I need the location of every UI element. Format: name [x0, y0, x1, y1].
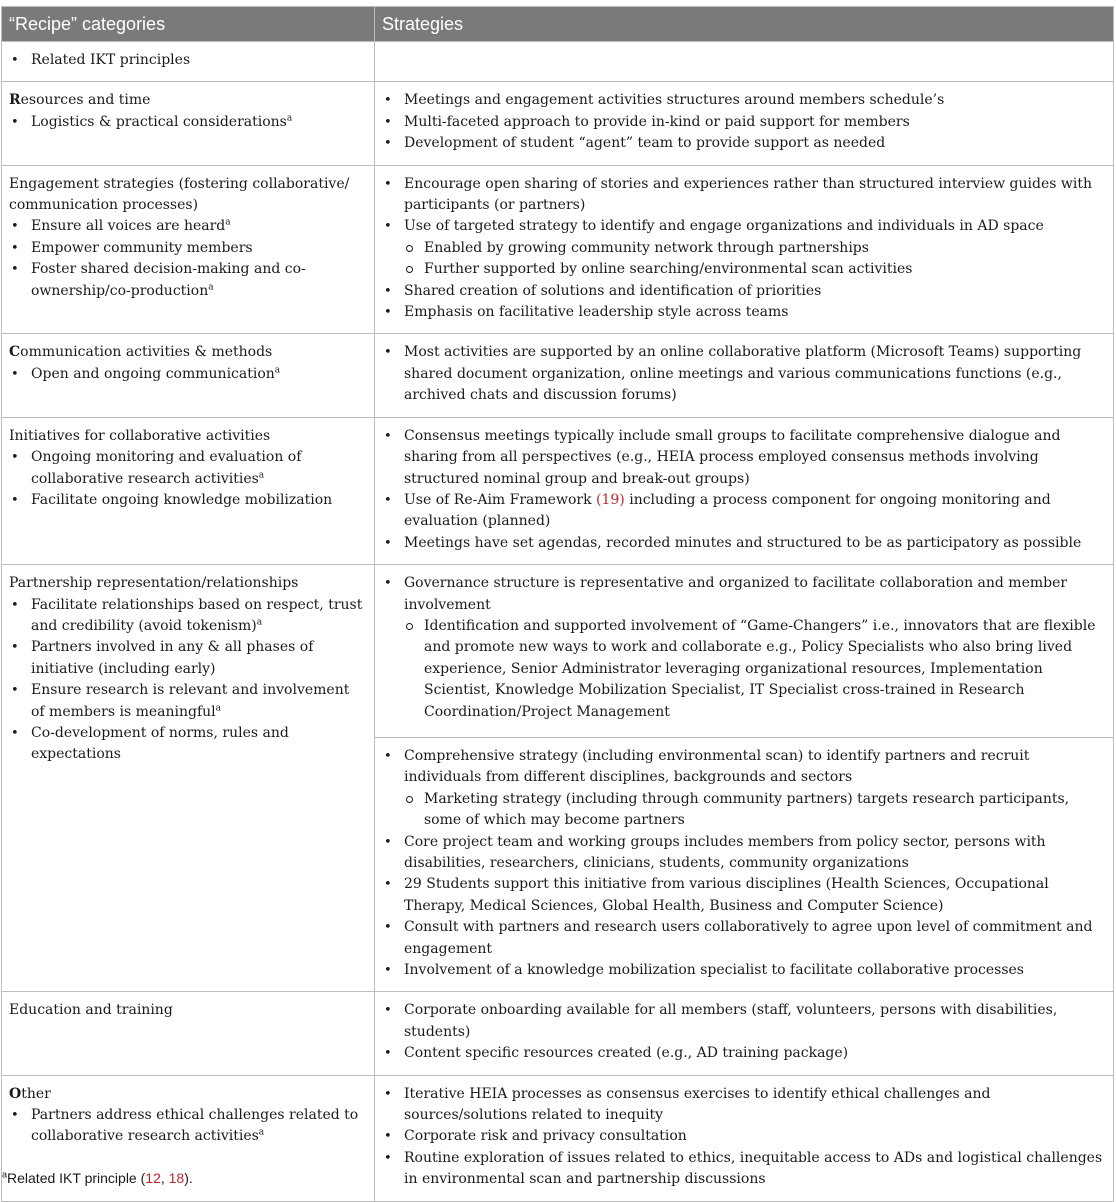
category-item: • Partners involved in any & all phases of initiative (including early)	[9, 637, 367, 680]
strategy-item: • Consensus meetings typically include small groups to facilitate comprehensive dialogue and sharing from all perspectives (e.g., HEIA process employed consensus methods involving structured nominal group and break-out groups)	[382, 426, 1106, 490]
strategies-cell	[375, 82, 1114, 165]
strategy-subitem: Further supported by online searching/environmental scan activities	[382, 259, 1106, 280]
category-title: Initiatives for collaborative activities	[9, 427, 271, 444]
strategy-item: • Core project team and working groups includes members from policy sector, persons with disabilities, researchers, clinicians, students, community organizations	[382, 832, 1106, 875]
table-row	[2, 165, 1114, 334]
category-item: • Foster shared decision-making and co-ownership/co-production$^a$	[9, 259, 367, 302]
strategy-item: • 29 Students support this initiative from various disciplines (Health Sciences, Occupational Therapy, Medical Sciences, Global Health, Business and Computer Science)	[382, 874, 1106, 917]
table-row	[2, 42, 1114, 82]
strategies-cell	[375, 565, 1114, 992]
category-cell	[2, 165, 375, 334]
table-row	[2, 417, 1114, 564]
category-title: Resources and time	[9, 92, 151, 109]
category-item: • Empower community members	[9, 238, 367, 259]
strategy-item: • Routine exploration of issues related to ethics, inequitable access to ADs and logistical challenges in environmental scan and partnership discussions	[382, 1148, 1106, 1191]
strategy-subitem: Marketing strategy (including through community partners) targets research participants, some of which may become partners	[382, 789, 1106, 832]
table-footnote: $^a$Related IKT principle (12, 18).	[2, 1169, 193, 1186]
strategy-item: • Multi-faceted approach to provide in-kind or paid support for members	[382, 112, 1106, 133]
category-item: • Ensure research is relevant and involvement of members is meaningful$^a$	[9, 680, 367, 723]
table-header-row	[2, 7, 1114, 42]
category-item: • Related IKT principles	[9, 50, 367, 71]
category-item: • Ongoing monitoring and evaluation of collaborative research activities$^a$	[9, 447, 367, 490]
strategy-item: • Shared creation of solutions and identification of priorities	[382, 281, 1106, 302]
strategy-item: • Meetings and engagement activities structures around members schedule’s	[382, 90, 1106, 111]
strategy-item: • Development of student “agent” team to provide support as needed	[382, 133, 1106, 154]
strategy-item: • Corporate risk and privacy consultation	[382, 1126, 1106, 1147]
category-cell	[2, 565, 375, 992]
reference-link[interactable]: 12	[145, 1170, 161, 1186]
table-row	[2, 82, 1114, 165]
recipe-strategies-table	[1, 6, 1114, 1202]
cell-divider	[375, 737, 1113, 738]
table-row	[2, 565, 1114, 992]
category-cell	[2, 992, 375, 1075]
strategy-subitem: Enabled by growing community network through partnerships	[382, 238, 1106, 259]
strategy-item: • Encourage open sharing of stories and experiences rather than structured interview guides with participants (or partners)	[382, 174, 1106, 217]
strategy-item: • Most activities are supported by an online collaborative platform (Microsoft Teams) supporting shared document organization, online meetings and various communications functions (e.g., archived chats and discussion forums)	[382, 342, 1106, 406]
reference-link[interactable]: (19)	[596, 491, 625, 508]
category-cell	[2, 334, 375, 417]
strategy-item: • Iterative HEIA processes as consensus exercises to identify ethical challenges and sources/solutions related to inequity	[382, 1084, 1106, 1127]
strategy-item: • Emphasis on facilitative leadership style across teams	[382, 302, 1106, 323]
table-row	[2, 992, 1114, 1075]
strategies-cell	[375, 334, 1114, 417]
strategy-item: • Corporate onboarding available for all members (staff, volunteers, persons with disabilities, students)	[382, 1000, 1106, 1043]
category-cell	[2, 417, 375, 564]
strategy-item: • Content specific resources created (e.g., AD training package)	[382, 1043, 1106, 1064]
strategy-item: • Use of targeted strategy to identify and engage organizations and individuals in AD space Enabled by growing community network through partnerships Further supported by online searching/environmental scan activities	[382, 216, 1106, 280]
category-title: Other	[9, 1085, 51, 1102]
strategy-item: • Meetings have set agendas, recorded minutes and structured to be as participatory as possible	[382, 533, 1106, 554]
strategies-cell	[375, 417, 1114, 564]
strategy-item: • Governance structure is representative and organized to facilitate collaboration and member involvement Identification and supported involvement of “Game-Changers” i.e., innovators that are flexible and promote new ways to work and collaborate e.g., Policy Specialists who also bring lived experience, Senior Administrator leveraging organizational resources, Implementation Scientist, Knowledge Mobilization Specialist, IT Specialist cross-trained in Research Coordination/Project Management	[382, 573, 1106, 723]
strategy-item: • Comprehensive strategy (including environmental scan) to identify partners and recruit individuals from different disciplines, backgrounds and sectors Marketing strategy (including through community partners) targets research participants, some of which may become partners	[382, 746, 1106, 832]
reference-link[interactable]: 18	[168, 1170, 185, 1186]
category-title: Communication activities & methods	[9, 344, 273, 361]
strategy-item: • Consult with partners and research users collaboratively to agree upon level of commitment and engagement	[382, 917, 1106, 960]
category-title: Education and training	[9, 1002, 173, 1019]
strategies-cell	[375, 1075, 1114, 1201]
category-item: • Ensure all voices are heard$^a$	[9, 216, 367, 237]
category-item: • Facilitate relationships based on respect, trust and credibility (avoid tokenism)$^a$	[9, 595, 367, 638]
header-recipe-categories: “Recipe” categories	[2, 7, 375, 42]
category-item: • Partners address ethical challenges related to collaborative research activities$^a$	[9, 1105, 367, 1148]
category-item: • Co-development of norms, rules and expectations	[9, 723, 367, 766]
category-item: • Facilitate ongoing knowledge mobilization	[9, 490, 367, 511]
category-title: Engagement strategies (fostering collaborative/ communication processes)	[9, 175, 350, 214]
strategies-cell	[375, 165, 1114, 334]
strategy-subitem: Identification and supported involvement of “Game-Changers” i.e., innovators that are flexible and promote new ways to work and collaborate e.g., Policy Specialists who also bring lived experience, Senior Administrator leveraging organizational resources, Implementation Scientist, Knowledge Mobilization Specialist, IT Specialist cross-trained in Research Coordination/Project Management	[382, 616, 1106, 723]
strategy-item: • Involvement of a knowledge mobilization specialist to facilitate collaborative processes	[382, 960, 1106, 981]
category-item: • Logistics & practical considerations$^a$	[9, 112, 367, 133]
category-cell	[2, 42, 375, 82]
header-strategies: Strategies	[375, 7, 1114, 42]
category-cell	[2, 82, 375, 165]
strategies-cell	[375, 42, 1114, 82]
category-item: • Open and ongoing communication$^a$	[9, 364, 367, 385]
strategies-cell	[375, 992, 1114, 1075]
strategy-item: • Use of Re-Aim Framework (19) including a process component for ongoing monitoring and evaluation (planned)	[382, 490, 1106, 533]
table-row	[2, 334, 1114, 417]
category-title: Partnership representation/relationships	[9, 575, 299, 592]
